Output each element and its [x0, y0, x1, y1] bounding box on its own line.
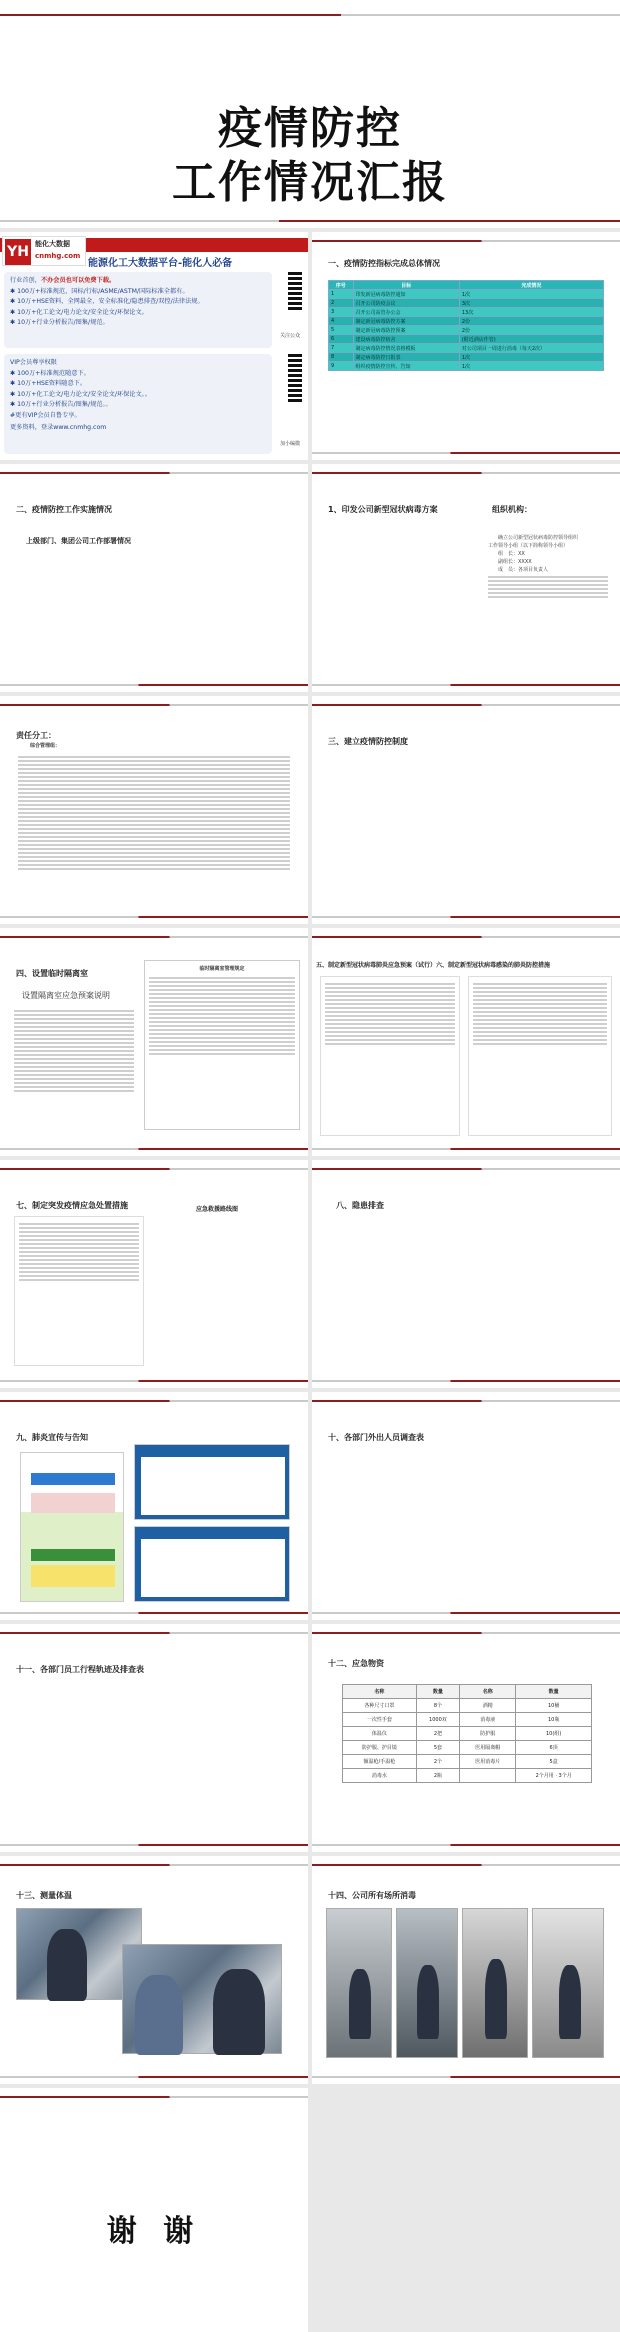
plan-doc-right: [468, 976, 612, 1136]
slide-title: 十二、应急物资: [328, 1659, 384, 1668]
plan-text: 确立公司新型冠状病毒防控领导组织 工作领导小组（以下简称领导小组） 组 长：XX 副组长：XXXX 成 员：各项目负责人: [488, 534, 608, 600]
table-row: 一次性手套 1000双 消毒液 10瓶: [343, 1713, 592, 1727]
logo-mark: YH: [5, 239, 31, 265]
slide-system: [312, 696, 620, 924]
slide-supplies: [312, 1624, 620, 1852]
slide-title: 八、隐患排查: [336, 1201, 384, 1210]
cover-title-line2: 工作情况汇报: [172, 157, 448, 208]
plan-doc-left: [320, 976, 460, 1136]
slide-temperature: [0, 1856, 308, 2084]
table-row: 4 制定新冠病毒防控方案 2份: [329, 317, 604, 326]
slide-subtitle: 应急救援路线图: [196, 1206, 239, 1213]
ad-banner: 能源化工大数据平台-能化人必备: [88, 258, 233, 269]
ad-free-box: [4, 272, 272, 348]
ad-more-link[interactable]: 更多资料，登录www.cnmhg.com: [10, 424, 107, 431]
qr-code-icon: [288, 272, 302, 310]
cover-slide: [0, 0, 620, 228]
table-row: 9 组织疫情防控宣传、告知 1次: [329, 362, 604, 371]
cover-title-line1: 疫情防控: [218, 103, 402, 154]
slide-isolation: [0, 928, 308, 1156]
table-row: 各种尺寸口罩 8个 酒精 10桶: [343, 1699, 592, 1713]
slide-title: 二、疫情防控工作实施情况: [16, 505, 112, 514]
slide-title: 十、各部门外出人员调查表: [328, 1433, 424, 1442]
slide-title: 1、印发公司新型冠状病毒方案: [328, 505, 438, 514]
publicity-poster-right-bottom: [134, 1526, 290, 1602]
slide-title: 三、建立疫情防控制度: [328, 737, 408, 746]
disinfection-photo-4: [532, 1908, 604, 2058]
slide-title: 五、制定新型冠状病毒肺炎应急预案（试行）六、制定新型冠状病毒感染的肺炎防控措施: [316, 962, 551, 969]
box1-title: 行业首创，: [10, 277, 41, 284]
slide-title: 十四、公司所有场所消毒: [328, 1891, 416, 1900]
thanks-text: 谢 谢: [106, 2214, 202, 2249]
box2-item: ✱ 10万+HSE资料随意下。: [10, 380, 87, 387]
slide-side-label: 组织机构：: [492, 505, 532, 514]
slide-targets: [312, 232, 620, 460]
slide-subtitle: 上级部门、集团公司工作部署情况: [26, 537, 131, 545]
slide-publicity: [0, 1392, 308, 1620]
qr-code-icon: [288, 352, 302, 402]
ad-logo: [2, 236, 86, 266]
slide-travel-records: [0, 1624, 308, 1852]
table-row: 消毒水 2瓶 2个月用 · 3个月: [343, 1769, 592, 1783]
slide-subtitle: 设置隔离室应急预案说明: [22, 991, 110, 1000]
table-row: 6 建设病毒防控宿舍 (附近酒店作管): [329, 335, 604, 344]
slide-disinfection: [312, 1856, 620, 2084]
box2-item: ✱ 10万+行业分析报告/图集/规范。。: [10, 401, 112, 408]
box2-item: ✱ 100万+标准规范随意下。: [10, 369, 90, 377]
table-row: 5 制定新冠病毒防控预案 2份: [329, 326, 604, 335]
table-row: 2 召开公司防疫会议 3次: [329, 299, 604, 308]
table-row: 3 召开公司高管办公会 13次: [329, 308, 604, 317]
box1-item: ✱ 10万+行业分析报告/图集/规范。: [10, 319, 109, 326]
table-row: 1 印发新冠病毒防控通知 1次: [329, 290, 604, 299]
bottom-accent-line: [0, 220, 620, 222]
slide-thanks: [0, 2088, 308, 2332]
slide-outside-staff: [312, 1392, 620, 1620]
slide-implementation: [0, 464, 308, 692]
slide-emergency-measures: [0, 1160, 308, 1388]
measures-doc: [14, 1216, 144, 1366]
isolation-text: [14, 1008, 134, 1094]
slide-title: 十三、测量体温: [16, 1891, 72, 1900]
box1-title-em: 不办会员也可以免费下载。: [40, 277, 116, 284]
slide-title: 九、肺炎宣传与告知: [16, 1433, 88, 1442]
logo-domain: cnmhg.com: [35, 252, 81, 260]
table-row: 额温枪/手温枪 2个 医用消毒片 5盒: [343, 1755, 592, 1769]
slide-title: 一、疫情防控指标完成总体情况: [328, 259, 440, 268]
supplies-table: 名称 数量 名称 数量 各种尺寸口罩 8个 酒精 10桶 一次性手套 1000双 消毒液 10瓶 体温仪 2把 防护服 10(组) 防护服、护目镜 5套 医用隔离帽 6顶 额温枪/手温枪 2个 医用消毒片 5盒 消毒水 2瓶 2个月用 · 3个月: [342, 1684, 592, 1783]
box1-item: ✱ 10万+HSE资料，全网最全，安全标准化/隐患排查/双控/法律法规。: [10, 298, 204, 305]
slide-hazard-check: [312, 1160, 620, 1388]
slide-title: 责任分工：: [16, 731, 56, 740]
rules-box-title: 临时隔离室管理规定: [199, 966, 245, 972]
slide-title: 十一、各部门员工行程轨迹及排查表: [16, 1665, 144, 1674]
logo-name: 能化大数据: [35, 240, 70, 248]
slide-emergency-plan: [312, 928, 620, 1156]
table-row: 体温仪 2把 防护服 10(组): [343, 1727, 592, 1741]
ad-follow-text: 关注公众: [280, 333, 301, 339]
box1-item: ✱ 100万+标准规范，国标/行标/ASME/ASTM/国际标准全都有。: [10, 287, 189, 295]
disinfection-photo-1: [326, 1908, 392, 2058]
box2-item: ✱ 10万+化工论文/电力论文/安全论文/环保论文。。: [10, 390, 151, 398]
duties-text-block: [18, 754, 290, 872]
slide-title: 七、制定突发疫情应急处置措施: [16, 1201, 128, 1210]
table-row: 7 制定病毒防控情况表格模板 对公司项目一周进行消毒（每天2次）: [329, 344, 604, 353]
targets-table: 序号 目标 完成情况 1 印发新冠病毒防控通知 1次 2 召开公司防疫会议 3次 3 召开公司高管办公会 13次 4 制定新冠病毒防控方案 2份 5 制定新冠病毒防控预案 2份 6 建设病毒防控宿舍 (附近酒店作管) 7 制定病毒防控情况表格模板 对公司项目一周进行消毒（每天2次） 8 制定病毒防控日报表 1次 9 组织疫情防控宣传、告知 1次: [328, 280, 604, 371]
slide-title: 四、设置临时隔离室: [16, 969, 88, 978]
disinfection-photo-3: [462, 1908, 528, 2058]
disinfection-photo-2: [396, 1908, 458, 2058]
slide-plan: [312, 464, 620, 692]
publicity-poster-left: [20, 1452, 124, 1602]
duties-sub: 综合管理组：: [30, 743, 61, 749]
table-row: 8 制定病毒防控日报表 1次: [329, 353, 604, 362]
ad-slide: [0, 232, 308, 460]
top-accent-line: [0, 14, 620, 16]
table-row: 防护服、护目镜 5套 医用隔离帽 6顶: [343, 1741, 592, 1755]
isolation-rules-box: [144, 960, 300, 1130]
box1-item: ✱ 10万+化工论文/电力论文/安全论文/环保论文。: [10, 308, 148, 316]
slide-duties: [0, 696, 308, 924]
box2-title: VIP会员尊享权限: [10, 359, 57, 366]
ad-add-text: 加小编微: [280, 441, 301, 447]
temperature-photo-right: [122, 1944, 282, 2054]
box2-item: #更有VIP会员自鲁专享。: [10, 411, 81, 419]
ad-vip-box: [4, 354, 272, 454]
publicity-poster-right-top: [134, 1444, 290, 1520]
